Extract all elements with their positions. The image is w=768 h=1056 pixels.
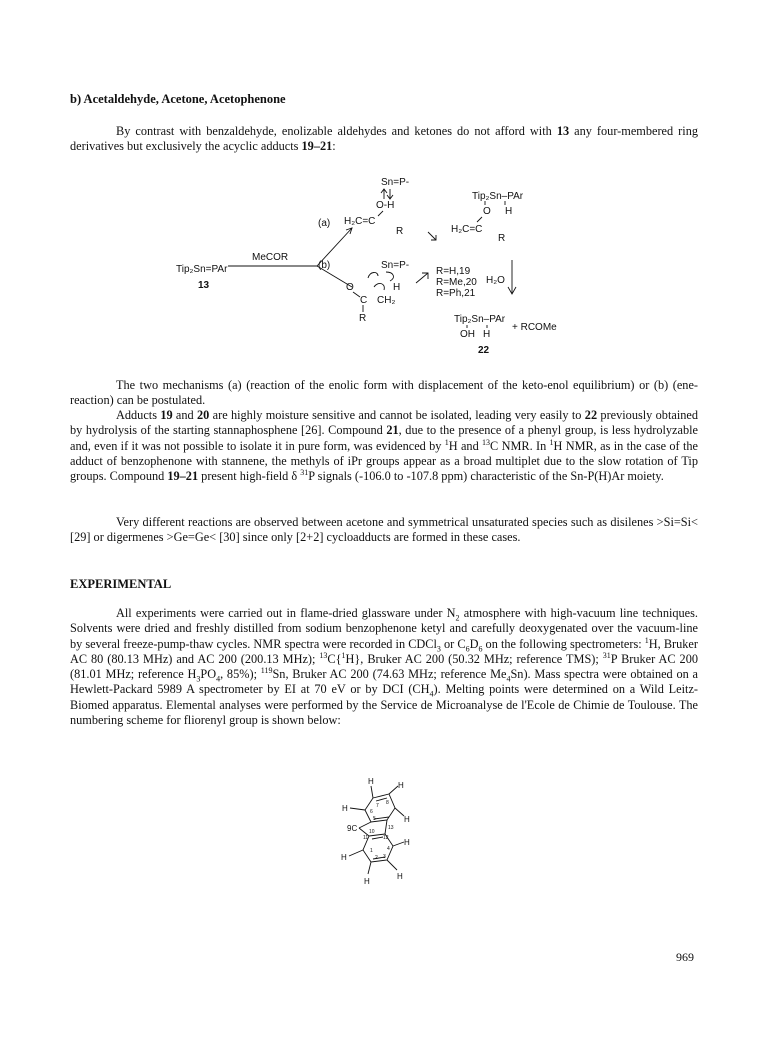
- intermediate-b-o: O: [346, 282, 354, 293]
- h-bond-3: [395, 808, 404, 816]
- upper-ring-double-2: [374, 817, 389, 819]
- path-a-label: (a): [318, 218, 331, 229]
- fluorenyl-structure: [335, 776, 425, 891]
- h-label-6: H: [341, 853, 347, 862]
- r-list-item-2: R=Me,20: [436, 277, 477, 288]
- experimental-paragraph: All experiments were carried out in flame-dried glassware under $N_2$ atmosphere with high-vacuum line techniques. Solvents were dried and freshly distilled from sodium benzophenone ketyl and carefully deoxygenated over the vacuum-line by several freeze-pump-thaw cycles. NMR spectra were recorded in CDCl$_3$ or $C_6D_6$ on the following spectrometers: $^1$H, Bruker AC 80 (80.13 MHz) and AC 200 (200.13 MHz); $^{13}$C{$^1$H}, Bruker AC 200 (50.32 MHz; reference TMS); $^{31}$P Bruker AC 200 (81.01 MHz; reference $H_3PO_4$, 85%); $^{119}$Sn, Bruker AC 200 (74.63 MHz; reference $Me_4Sn$). Mass spectra were obtained on a Hewlett-Packard 5989 A spectrometer by EI at 70 eV or by DCI $(CH_4)$. Melting points were determined on a Wild Leitz-Biomed apparatus. Elemental analyses were performed by the Service de Microanalyse de l'Ecole de Chimie de Toulouse. The numbering scheme for fliorenyl group is shown below:: [70, 606, 698, 728]
- h-label-5: H: [404, 838, 410, 847]
- h-bond-5: [393, 842, 404, 846]
- r-list-item-1: R=H,19: [436, 266, 471, 277]
- ring-number-3: 3: [383, 854, 386, 860]
- arrow-b-to-product: [416, 273, 428, 283]
- ring-number-12: 12: [383, 835, 389, 841]
- experimental-heading: EXPERIMENTAL: [70, 577, 172, 591]
- hydrolysis-plus-ketone: + RCOMe: [512, 322, 557, 333]
- a-arrow-2: [387, 189, 393, 199]
- h-bond-2: [389, 786, 398, 794]
- h-bond-1: [371, 786, 373, 798]
- paragraph-adducts: Adducts 19 and 20 are highly moisture sensitive and cannot be isolated, leading very easily to 22 previously obtained by hydrolysis of the starting stannaphosphene [26]. Compound 21, due to the presence of a phenyl group, is less hydrolyzable and, even if it was not possible to isolate it in pure form, was evidenced by $^1$H and $^{13}$C NMR. In $^1$H NMR, as in the case of the adduct of benzophenone with stannene, the methyls of iPr groups appear as a broad multiplet due to the slow rotation of Tip groups. Compound 19–21 present high-field δ $^{31}$P signals (-106.0 to -107.8 ppm) characteristic of the Sn-P(H)Ar moiety.: [70, 408, 698, 484]
- hydrolysis-oh: OH: [460, 329, 475, 340]
- intermediate-b-c: C: [360, 295, 368, 306]
- paragraph-mechanisms: The two mechanisms (a) (reaction of the enolic form with displacement of the keto-enol equilibrium) or (b) (ene-reaction) can be postulated.: [70, 378, 698, 408]
- product-r: R: [498, 233, 506, 244]
- product-snpar: Tip₂Sn–PAr: [472, 191, 524, 202]
- product-enol: H₂C=C: [451, 224, 483, 235]
- ring-number-13: 13: [388, 825, 394, 831]
- ring-number-4: 4: [387, 846, 390, 852]
- h-bond-4: [350, 808, 365, 810]
- intermediate-b-snp: Sn=P-: [381, 260, 410, 271]
- h-bond-6: [349, 850, 363, 856]
- product-h: H: [505, 206, 513, 217]
- intermediate-a-oh: O-H: [376, 200, 395, 211]
- section-heading-b: b) Acetaldehyde, Acetone, Acetophenone: [70, 92, 286, 106]
- c12-c13-bond: [385, 820, 387, 834]
- ring-number-8: 8: [386, 800, 389, 806]
- ring-number-6: 6: [370, 809, 373, 815]
- h-label-7: H: [364, 877, 370, 886]
- reagent-label: MeCOR: [252, 252, 289, 263]
- page-number: 969: [676, 950, 694, 964]
- a-bond: [378, 211, 383, 216]
- ring-number-7: 7: [376, 803, 379, 809]
- h-label-1: H: [368, 777, 374, 786]
- product-o: O: [483, 206, 491, 217]
- intermediate-a-r: R: [396, 226, 404, 237]
- hydrolysis-number: 22: [478, 345, 490, 356]
- b-curved-arrow-3: [374, 283, 384, 290]
- intermediate-a-snp: Sn=P-: [381, 177, 410, 188]
- hydrolysis-product: Tip₂Sn–PAr: [454, 314, 506, 325]
- intermediate-b-ch2: CH₂: [377, 295, 396, 306]
- h-bond-7: [368, 862, 371, 874]
- h-label-8: H: [397, 872, 403, 881]
- ring-number-5: 5: [373, 816, 376, 822]
- ring-number-2: 2: [375, 855, 378, 861]
- hydrolysis-h: H: [483, 329, 491, 340]
- b-curved-arrow-2: [386, 272, 393, 281]
- intermediate-b-r: R: [359, 313, 367, 324]
- b-bond-o-c: [353, 292, 360, 297]
- intro-paragraph: By contrast with benzaldehyde, enolizable aldehydes and ketones do not afford with 13 any four-membered ring derivatives but exclusively the acyclic adducts 19–21:: [70, 124, 698, 154]
- reaction-scheme: [160, 170, 600, 375]
- ring-number-11: 11: [363, 835, 369, 841]
- reactant-formula: Tip₂Sn=PAr: [176, 264, 228, 275]
- ring-number-10: 10: [369, 829, 375, 835]
- lower-ring-double-1: [372, 837, 383, 839]
- arrow-a-to-product: [428, 232, 436, 240]
- h-bond-8: [387, 860, 397, 870]
- h-label-4: H: [342, 804, 348, 813]
- a-arrow-1: [381, 189, 387, 199]
- reactant-number: 13: [198, 280, 210, 291]
- c9-label: 9C: [347, 824, 358, 833]
- paragraph-comparison: Very different reactions are observed between acetone and symmetrical unsaturated species such as disilenes >Si=Si< [29] or digermenes >Ge=Ge< [30] since only [2+2] cycloadducts are formed in these cases.: [70, 515, 698, 545]
- path-b-label: (b): [318, 260, 331, 271]
- water-label: H₂O: [486, 275, 505, 286]
- h-label-2: H: [398, 781, 404, 790]
- product-o-c-bond: [477, 217, 482, 222]
- intermediate-b-h: H: [393, 282, 401, 293]
- ring-number-1: 1: [370, 848, 373, 854]
- h-label-3: H: [404, 815, 410, 824]
- intermediate-a-enol: H₂C=C: [344, 216, 376, 227]
- b-curved-arrow-1: [368, 272, 378, 278]
- r-list-item-3: R=Ph,21: [436, 288, 476, 299]
- c9-upper-bond: [359, 822, 371, 828]
